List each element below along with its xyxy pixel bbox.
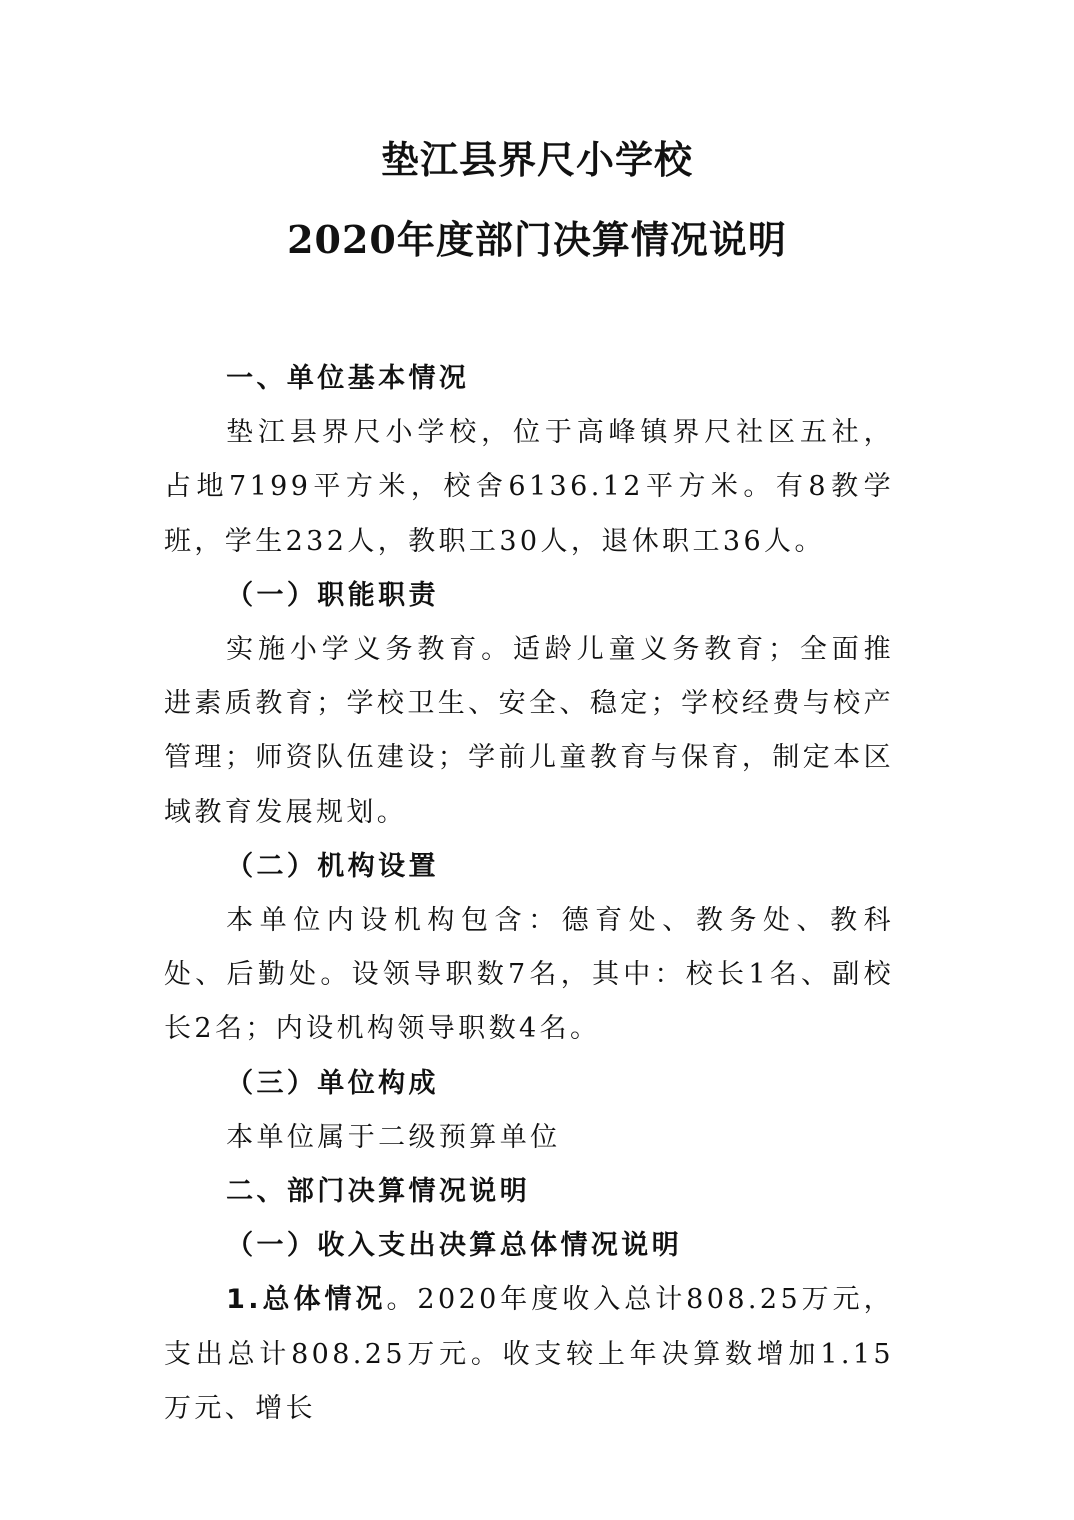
paragraph-organization: 本单位内设机构包含：德育处、教务处、教科处、后勤处。设领导职数7名，其中：校长1名、副校长2名；内设机构领导职数4名。: [164, 905, 894, 1045]
subsection-heading-duties: （一）职能职责: [226, 579, 439, 611]
paragraph-composition: 本单位属于二级预算单位: [226, 1121, 561, 1153]
subsection-heading-composition: （三）单位构成: [226, 1067, 439, 1099]
section-heading-final-accounts: 二、部门决算情况说明: [226, 1176, 531, 1208]
document-body: [164, 352, 894, 1436]
paragraph-duties: 实施小学义务教育。适龄儿童义务教育；全面推进素质教育；学校卫生、安全、稳定；学校经费与校产管理；师资队伍建设；学前儿童教育与保育，制定本区域教育发展规划。: [164, 634, 894, 828]
subsection-heading-income-expense: （一）收入支出决算总体情况说明: [226, 1230, 683, 1262]
document-title-line2: 2020年度部门决算情况说明: [287, 217, 787, 262]
paragraph-basic-info: 垫江县界尺小学校，位于高峰镇界尺社区五社，占地7199平方米，校舍6136.12平方米。有8教学班，学生232人，教职工30人，退休职工36人。: [164, 417, 894, 557]
paragraph-overall-situation: [164, 1273, 894, 1436]
overall-situation-text: 。2020年度收入总计808.25万元，支出总计808.25万元。收支较上年决算数增加1.15万元、增长: [164, 1284, 894, 1424]
document-title-line1: 垫江县界尺小学校: [380, 137, 693, 182]
section-heading-basic-info: 一、单位基本情况: [226, 363, 470, 394]
subsection-heading-organization: （二）机构设置: [226, 850, 439, 882]
overall-situation-lead: 1.总体情况: [226, 1284, 387, 1316]
